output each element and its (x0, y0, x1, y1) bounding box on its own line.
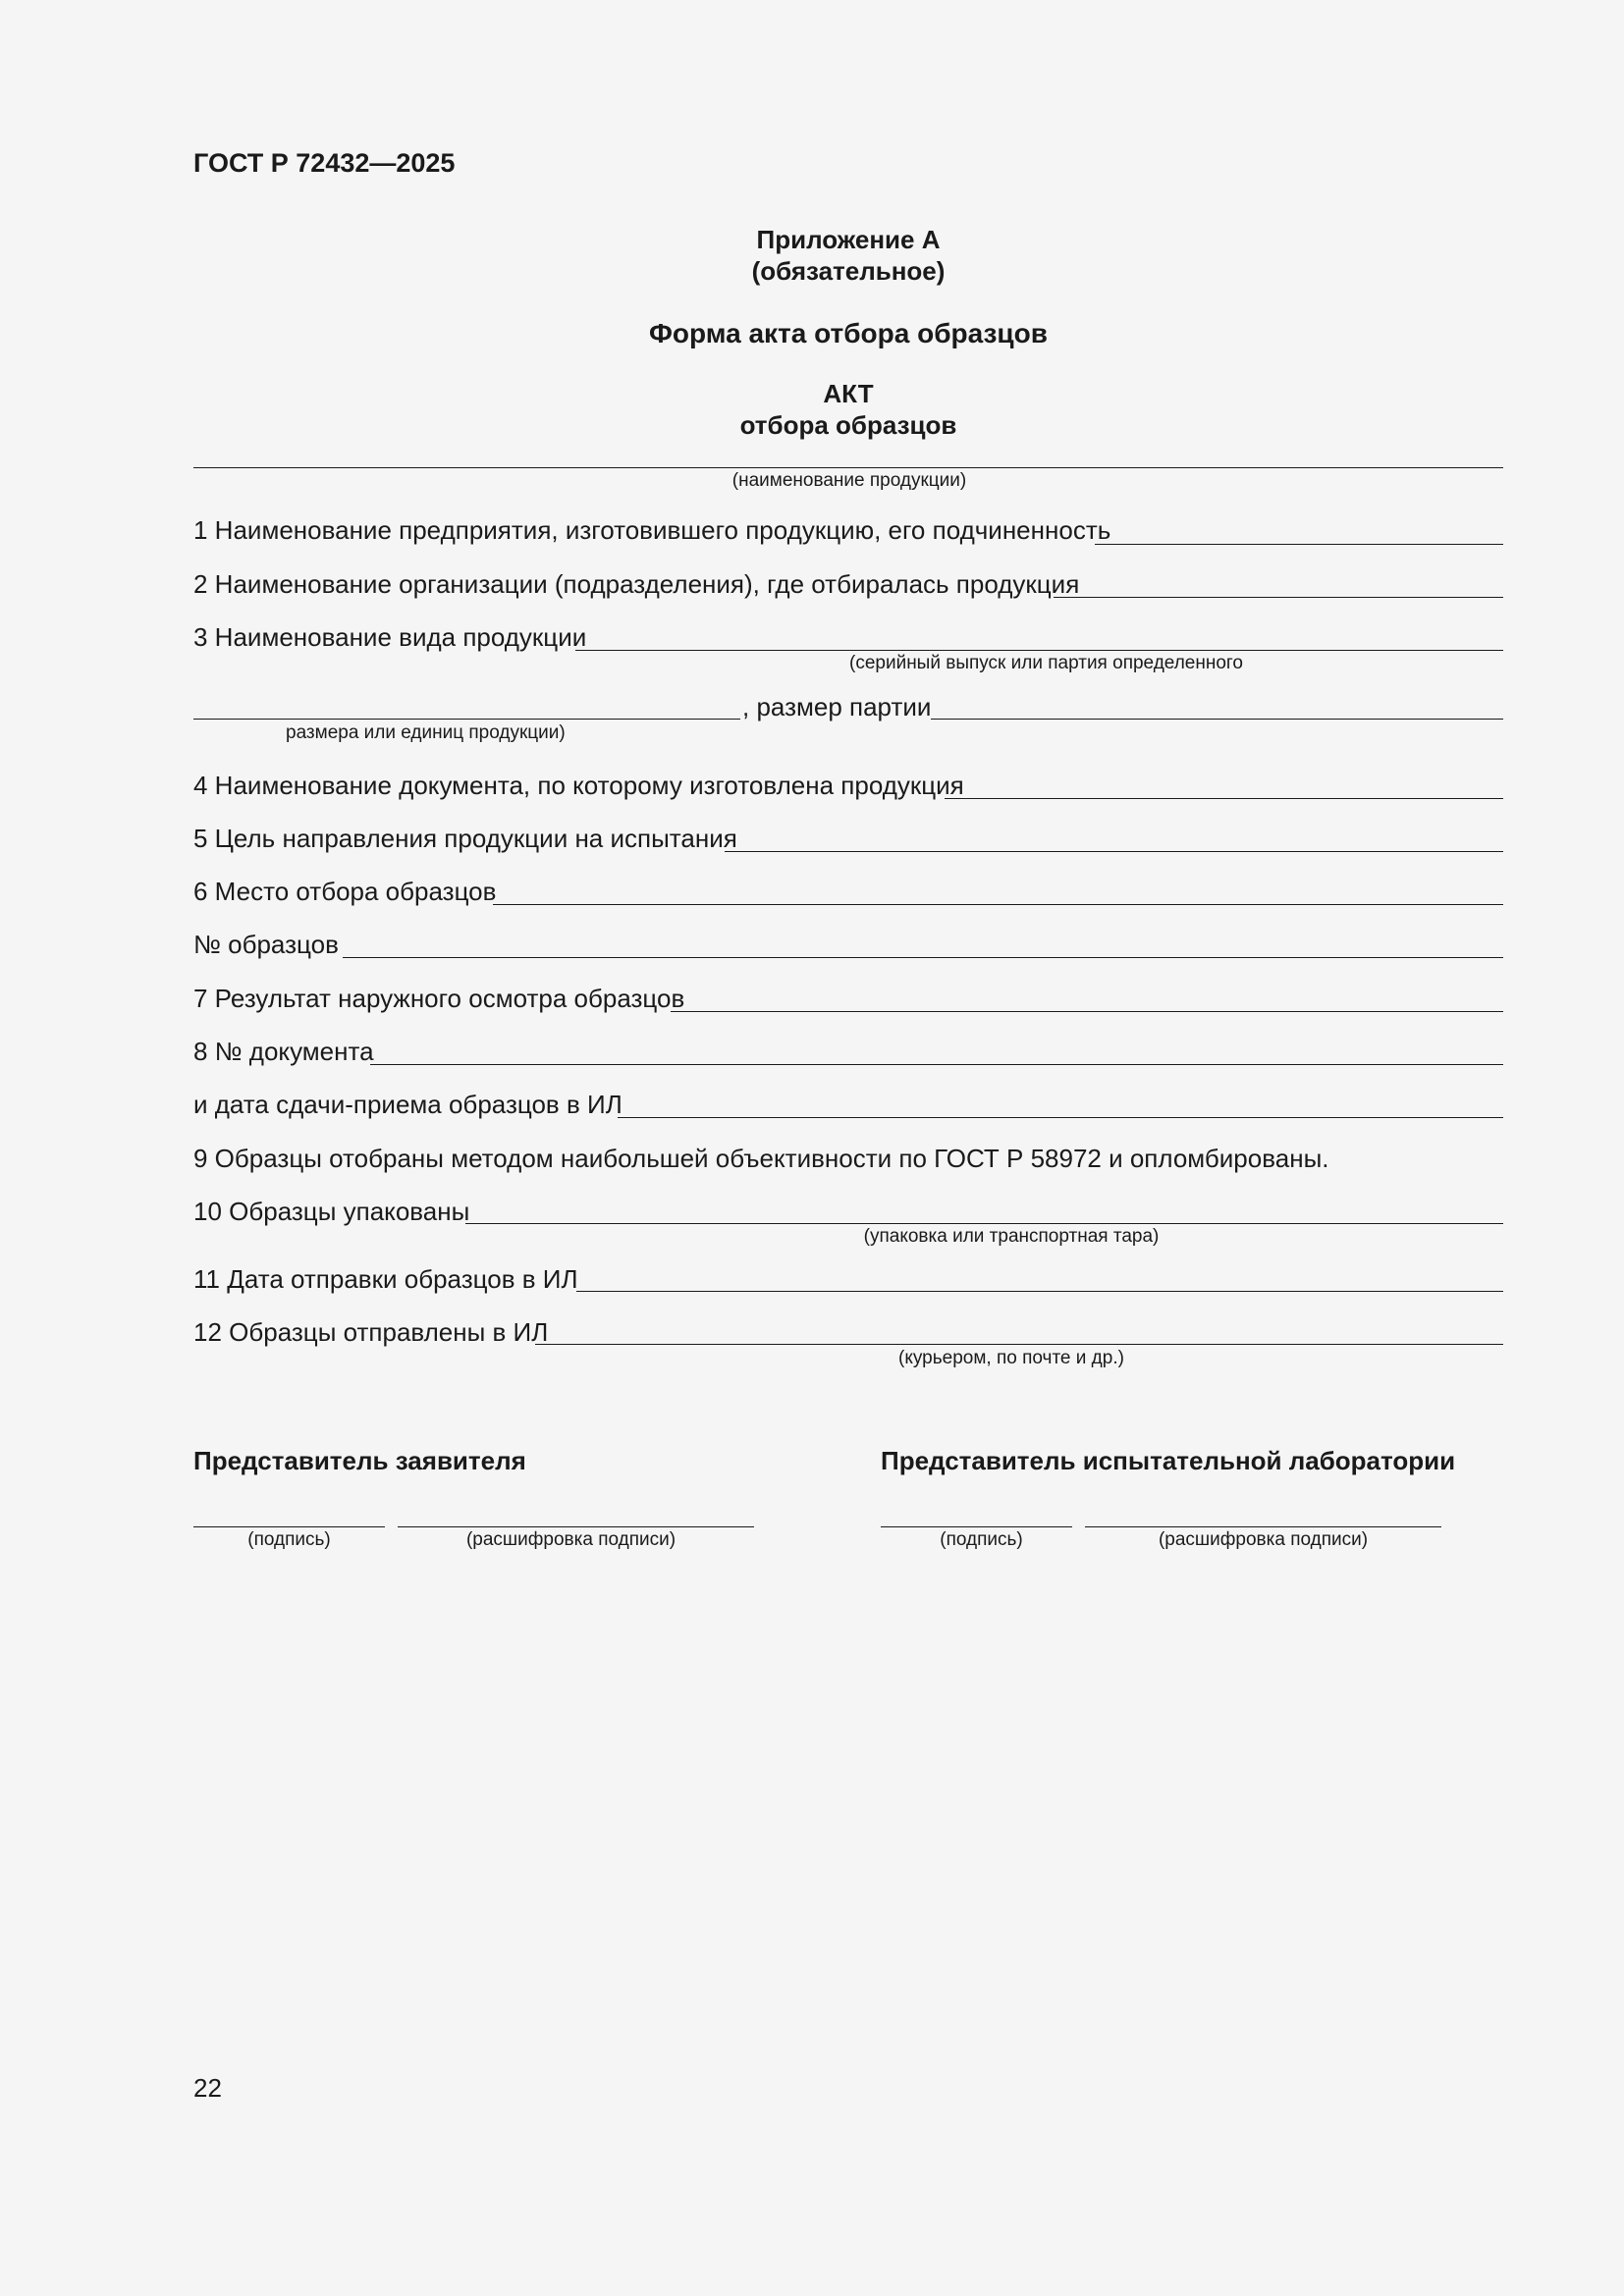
lab-decode-caption: (расшифровка подписи) (1158, 1529, 1369, 1550)
field-5-label: 5 Цель направления продукции на испытания (193, 824, 737, 853)
field-10-label: 10 Образцы упакованы (193, 1197, 470, 1226)
field-6b-label: № образцов (193, 930, 339, 959)
product-name-line[interactable] (193, 467, 1503, 468)
appendix-title: Форма акта отбора образцов (649, 318, 1048, 348)
document-id: ГОСТ Р 72432—2025 (193, 148, 456, 178)
field-6b-line[interactable] (343, 957, 1503, 958)
lab-signature-line[interactable] (881, 1526, 1072, 1527)
page-number: 22 (193, 2073, 222, 2103)
field-3-caption-a: (серийный выпуск или партия определенного (849, 653, 1244, 673)
appendix-status: (обязательное) (751, 256, 946, 286)
field-11-line[interactable] (576, 1291, 1503, 1292)
field-8-line[interactable] (370, 1064, 1503, 1065)
field-11-label: 11 Дата отправки образцов в ИЛ (193, 1264, 578, 1294)
field-9-text: 9 Образцы отобраны методом наибольшей объективности по ГОСТ Р 58972 и опломбированы. (193, 1144, 1329, 1173)
appendix-label: Приложение А (756, 225, 941, 254)
field-6-line[interactable] (493, 904, 1503, 905)
applicant-signature-line[interactable] (193, 1526, 385, 1527)
lab-representative-label: Представитель испытательной лаборатории (881, 1446, 1456, 1475)
field-3-batch-line[interactable] (931, 719, 1503, 720)
field-7-label: 7 Результат наружного осмотра образцов (193, 984, 685, 1013)
field-4-label: 4 Наименование документа, по которому изготовлена продукция (193, 771, 964, 800)
lab-signature-caption: (подпись) (940, 1529, 1023, 1550)
field-10-caption: (упаковка или транспортная тара) (863, 1226, 1160, 1247)
field-12-label: 12 Образцы отправлены в ИЛ (193, 1317, 549, 1347)
field-8b-line[interactable] (618, 1117, 1503, 1118)
product-name-caption: (наименование продукции) (731, 470, 967, 491)
field-3-line[interactable] (575, 650, 1503, 651)
field-7-line[interactable] (671, 1011, 1503, 1012)
field-12-caption: (курьером, по почте и др.) (898, 1348, 1124, 1368)
field-8-label: 8 № документа (193, 1037, 374, 1066)
act-subtitle: отбора образцов (739, 410, 957, 440)
applicant-decode-caption: (расшифровка подписи) (465, 1529, 677, 1550)
field-4-line[interactable] (945, 798, 1503, 799)
field-12-line[interactable] (535, 1344, 1503, 1345)
field-3-batch-label: , размер партии (742, 692, 932, 721)
field-1-label: 1 Наименование предприятия, изготовившего продукцию, его подчиненность (193, 515, 1111, 545)
field-1-line[interactable] (1095, 544, 1503, 545)
field-8b-label: и дата сдачи-приема образцов в ИЛ (193, 1090, 623, 1119)
field-3-continuation-line[interactable] (193, 719, 740, 720)
field-3-caption-b: размера или единиц продукции) (286, 722, 566, 743)
field-10-line[interactable] (465, 1223, 1503, 1224)
applicant-decode-line[interactable] (398, 1526, 754, 1527)
field-5-line[interactable] (725, 851, 1503, 852)
lab-decode-line[interactable] (1085, 1526, 1441, 1527)
field-6-label: 6 Место отбора образцов (193, 877, 497, 906)
act-title: АКТ (823, 379, 874, 408)
field-3-label: 3 Наименование вида продукции (193, 622, 587, 652)
field-2-line[interactable] (1054, 597, 1503, 598)
applicant-representative-label: Представитель заявителя (193, 1446, 526, 1475)
applicant-signature-caption: (подпись) (247, 1529, 331, 1550)
field-2-label: 2 Наименование организации (подразделения), где отбиралась продукция (193, 569, 1080, 599)
